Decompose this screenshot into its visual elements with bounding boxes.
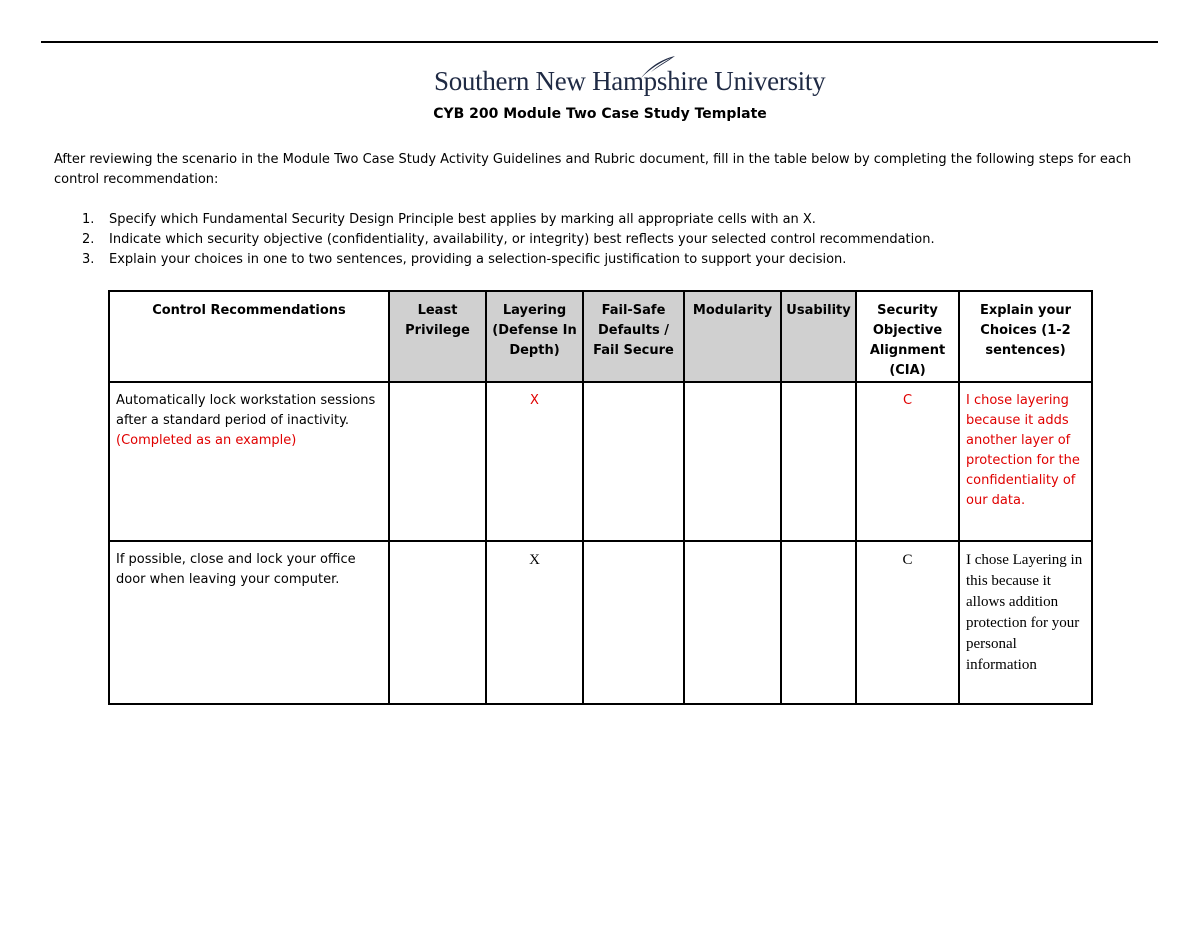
cell-control [109,382,389,541]
header-explain: Explain your Choices (1-2 sentences) [959,291,1092,382]
cell-least-privilege [389,382,486,541]
cell-explanation: I chose layering because it adds another layer of protection for the confidentiality of our data. [959,382,1092,541]
university-logo [434,56,826,106]
cell-cia: C [856,382,959,541]
step-number: 1. [82,212,95,227]
cell-layering: X [486,541,583,704]
cell-usability [781,382,856,541]
intro-paragraph: After reviewing the scenario in the Module Two Case Study Activity Guidelines and Rubric document, fill in the table below by completing the following steps for each control recommendation: [54,152,1132,187]
cell-modularity [684,541,781,704]
cell-layering: X [486,382,583,541]
table-row [109,382,1092,541]
document-title: CYB 200 Module Two Case Study Template [433,106,767,122]
steps-list [82,210,1172,270]
cell-cia: C [856,541,959,704]
header-cia: Security Objective Alignment (CIA) [856,291,959,382]
cell-fail-safe [583,541,684,704]
step-item [82,250,1172,270]
example-note: (Completed as an example) [116,433,297,448]
step-item [82,210,1172,230]
cell-least-privilege [389,541,486,704]
top-rule [41,41,1158,43]
control-table [108,290,1093,705]
table-row [109,541,1092,704]
step-text: Specify which Fundamental Security Design Principle best applies by marking all appropriate cells with an X. [109,212,816,227]
cell-control: If possible, close and lock your office door when leaving your computer. [109,541,389,704]
control-text: Automatically lock workstation sessions after a standard period of inactivity. [116,393,376,428]
cell-explanation: I chose Layering in this because it allows addition protection for your personal information [959,541,1092,704]
header-least-privilege: Least Privilege [389,291,486,382]
header-control-recommendations: Control Recommendations [109,291,389,382]
table-header-row [109,291,1092,382]
header-modularity: Modularity [684,291,781,382]
cell-modularity [684,382,781,541]
step-item [82,230,1172,250]
step-text: Explain your choices in one to two sentences, providing a selection-specific justification to support your decision. [109,252,847,267]
step-number: 2. [82,232,95,247]
header-layering: Layering (Defense In Depth) [486,291,583,382]
step-text: Indicate which security objective (confidentiality, availability, or integrity) best reflects your selected control recommendation. [109,232,935,247]
cell-usability [781,541,856,704]
university-name: Southern New Hampshire University [434,66,826,96]
header-usability: Usability [781,291,856,382]
step-number: 3. [82,252,95,267]
header-fail-safe: Fail-Safe Defaults / Fail Secure [583,291,684,382]
cell-fail-safe [583,382,684,541]
